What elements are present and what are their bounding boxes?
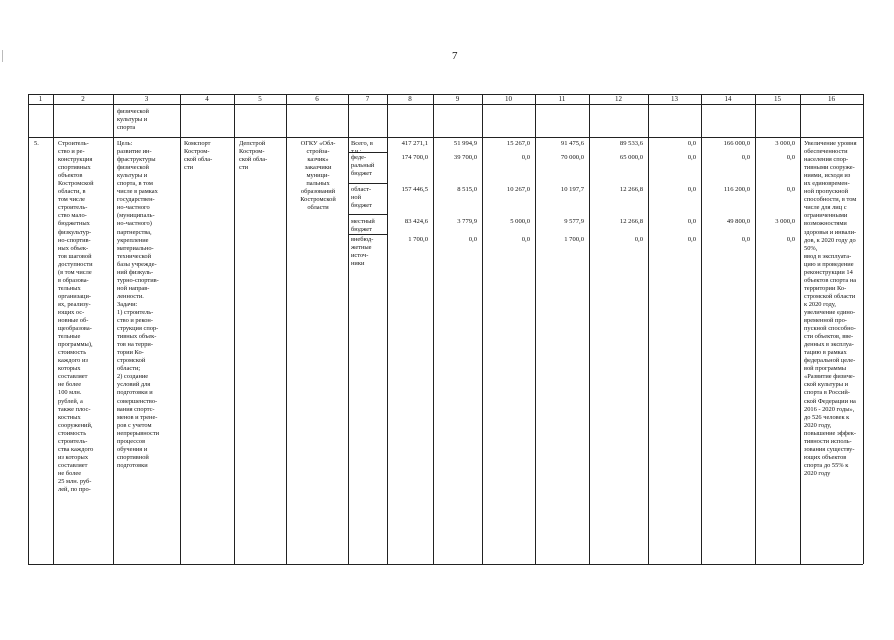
text-line: территории Ко-	[804, 284, 847, 292]
funding-value: 89 533,6	[619, 140, 643, 147]
text-line: также плос-	[58, 405, 91, 413]
text-line: ство и рекон-	[117, 317, 153, 325]
column-divider	[113, 94, 114, 564]
text-line: ввод в эксплуата-	[804, 252, 852, 260]
funding-value: 0,0	[687, 154, 696, 161]
column-divider	[286, 94, 287, 564]
funding-value: 10 197,7	[560, 186, 584, 193]
text-line: не более	[58, 381, 82, 389]
text-line: строитель-	[58, 204, 88, 212]
text-line: Всего, в	[351, 140, 373, 147]
column-header-number: 5	[258, 95, 262, 103]
text-line: строитель-	[58, 437, 88, 445]
text-line: новные об-	[58, 317, 89, 325]
text-line: каждого из	[58, 357, 88, 365]
column-divider	[234, 94, 235, 564]
text-line: здоровья и инвали-	[804, 228, 857, 236]
funding-value: 0,0	[687, 140, 696, 147]
text-line: ях, реализу-	[58, 300, 91, 308]
text-line: числе в рамках	[117, 188, 158, 196]
carry-over-cell	[117, 108, 176, 132]
text-line: ства каждого	[58, 445, 94, 453]
text-line: спортивной	[117, 453, 149, 461]
column-divider	[180, 94, 181, 564]
text-line: ской обла-	[239, 156, 268, 164]
text-line: совершенство-	[117, 397, 158, 405]
text-line: составляет	[58, 461, 88, 469]
text-line: тацию в рамках	[804, 349, 847, 357]
column-divider	[433, 94, 434, 564]
text-line: непрерывности	[117, 429, 160, 437]
text-line: федеральной целе-	[804, 357, 856, 365]
text-line: базы учрежде-	[117, 260, 157, 268]
funding-value: 12 266,8	[619, 218, 643, 225]
text-line: числе для лиц с	[804, 204, 847, 212]
text-line: тельные	[58, 333, 81, 341]
text-line: ской обла-	[184, 156, 213, 164]
text-line: из которых	[58, 453, 89, 461]
funding-value: 39 700,0	[453, 154, 477, 161]
column-divider	[387, 94, 388, 564]
column-divider	[589, 94, 590, 564]
text-line: (в том числе	[58, 268, 92, 276]
funding-value: 15 267,0	[506, 140, 530, 147]
margin-mark	[2, 50, 3, 62]
text-line: ской Федерации на	[804, 397, 856, 405]
text-line: 2) создание	[117, 373, 149, 381]
column-header-number: 1	[38, 95, 43, 103]
funding-value: 166 000,0	[723, 140, 750, 147]
text-line: доступности	[58, 260, 93, 268]
text-line: денных в эксплуа-	[804, 341, 854, 349]
text-line: ральный	[351, 162, 375, 169]
text-line: щеобразова-	[58, 325, 92, 333]
funding-source-label	[351, 154, 389, 178]
text-line: ской культуры и	[804, 381, 849, 389]
column-divider	[800, 94, 801, 564]
funding-value: 51 994,9	[453, 140, 477, 147]
text-line: том числе	[58, 196, 85, 204]
funding-source-label	[351, 186, 389, 210]
text-line: культуры и	[117, 172, 148, 180]
text-line: Костром-	[184, 148, 210, 156]
text-line: обеспеченности	[804, 148, 848, 156]
text-line: зования существу-	[804, 445, 855, 453]
text-line: их единовремен-	[804, 180, 850, 188]
text-line: образований	[300, 188, 336, 196]
co-executor-2-cell	[239, 140, 285, 172]
funding-value: 417 271,1	[401, 140, 428, 147]
text-line: 2016 - 2020 годы»,	[804, 405, 855, 413]
text-line: ОГКУ «Обл-	[300, 140, 336, 147]
text-line: (муниципаль-	[117, 212, 155, 220]
funding-row-separator	[348, 183, 387, 184]
text-line: рублей, а	[58, 397, 83, 405]
text-line: ющих объектов	[804, 453, 847, 461]
funding-value: 0,0	[687, 236, 696, 243]
funding-value: 5 000,0	[510, 218, 530, 225]
measure-name-cell	[58, 140, 110, 564]
text-line: тивных объек-	[117, 333, 157, 341]
text-line: ной	[351, 194, 362, 201]
text-line: объектов спорта на	[804, 276, 857, 284]
text-line: не более	[58, 469, 82, 477]
text-line: подготовки	[117, 461, 148, 469]
text-line: ники	[351, 260, 365, 267]
column-divider	[482, 94, 483, 564]
column-divider	[535, 94, 536, 564]
text-line: Задачи:	[117, 300, 138, 308]
funding-source-label	[351, 236, 389, 268]
text-line: «Развитие физиче-	[804, 373, 855, 381]
text-line: области	[307, 204, 329, 212]
budget-table	[28, 94, 863, 564]
text-line: тории Ко-	[117, 349, 144, 357]
text-line: увеличение едино-	[804, 308, 856, 316]
text-line: укрепление	[117, 236, 149, 244]
text-line: физической	[117, 164, 149, 172]
text-line: костных	[58, 413, 81, 421]
text-line: бюджет	[351, 202, 372, 209]
text-line: ной пропускной	[804, 188, 849, 196]
expected-result-cell	[804, 140, 859, 564]
row-number: 5.	[34, 140, 39, 147]
text-line: Цель:	[117, 140, 133, 147]
text-line: Депстрой	[239, 140, 266, 147]
text-line: муници-	[306, 172, 330, 180]
funding-row-separator	[348, 214, 387, 215]
text-line: в образова-	[58, 276, 89, 284]
text-line: но-частного	[117, 204, 150, 212]
text-line: Костром-	[239, 148, 265, 156]
column-divider	[348, 94, 349, 564]
co-executor-cell	[184, 140, 230, 172]
text-line: тов шаговой	[58, 252, 92, 260]
text-line: конструкция	[58, 156, 93, 164]
text-line: вания спортс-	[117, 405, 155, 413]
text-line: физической	[117, 108, 149, 115]
column-header-number: 7	[365, 95, 370, 103]
funding-value: 0,0	[786, 236, 795, 243]
text-line: ной направ-	[117, 284, 150, 292]
text-line: 2020 году	[804, 469, 831, 477]
funding-value: 3 000,0	[775, 140, 795, 147]
text-line: жетные	[351, 244, 372, 251]
text-line: пускной способно-	[804, 325, 856, 333]
text-line: сти	[239, 164, 249, 172]
column-divider	[53, 94, 54, 564]
text-line: физкультур-	[58, 228, 92, 236]
text-line: тельных	[58, 284, 81, 292]
text-line: реконструкции 14	[804, 268, 853, 276]
text-line: сооружений,	[58, 421, 93, 429]
column-header-number: 6	[315, 95, 319, 103]
text-line: бюджет	[351, 170, 372, 177]
funding-value: 0,0	[786, 154, 795, 161]
text-line: области;	[117, 365, 141, 373]
text-line: спорта, в том	[117, 180, 153, 188]
text-line: 2020 году,	[804, 421, 832, 429]
column-divider	[648, 94, 649, 564]
text-line: ний физкуль-	[117, 268, 154, 276]
text-line: фраструктуры	[117, 156, 156, 164]
funding-value: 0,0	[741, 236, 750, 243]
funding-value: 0,0	[687, 218, 696, 225]
text-line: Костромской	[58, 180, 94, 188]
column-divider	[755, 94, 756, 564]
text-line: технической	[117, 252, 152, 260]
text-line: сти	[184, 164, 194, 172]
funding-value: 0,0	[521, 154, 530, 161]
text-line: но-спортив-	[58, 236, 91, 244]
text-line: ных объек-	[58, 244, 89, 252]
column-header-number: 3	[144, 95, 149, 103]
text-line: казчик»	[307, 156, 329, 164]
funding-value: 116 200,0	[723, 186, 750, 193]
text-line: спорта	[117, 124, 136, 132]
text-line: стоимость	[58, 349, 87, 357]
column-divider	[28, 94, 29, 564]
text-line: местный	[351, 218, 375, 225]
table-bottom-border	[28, 564, 863, 565]
text-line: струкция спор-	[117, 325, 159, 333]
text-line: 1) строитель-	[117, 308, 154, 316]
text-line: стромской области	[804, 292, 856, 300]
column-header-number: 13	[671, 95, 678, 103]
funding-value: 91 475,6	[560, 140, 584, 147]
text-line: т.ч.:	[351, 148, 362, 155]
column-header-number: 16	[828, 95, 835, 103]
column-header-number: 15	[774, 95, 781, 103]
column-header-number: 10	[505, 95, 512, 103]
funding-row-separator	[348, 234, 387, 235]
text-line: к 2020 году,	[804, 300, 836, 308]
funding-value: 0,0	[521, 236, 530, 243]
text-line: бюджет	[351, 226, 372, 233]
text-line: обучения и	[117, 445, 148, 453]
page-number: 7	[452, 50, 458, 62]
column-divider	[701, 94, 702, 564]
text-line: бюджетных	[58, 220, 90, 228]
funding-value: 0,0	[468, 236, 477, 243]
text-line: ство мало-	[58, 212, 87, 220]
text-line: Комспорт	[184, 140, 211, 147]
text-line: возможностями	[804, 220, 847, 228]
column-divider	[863, 94, 864, 564]
text-line: программы),	[58, 341, 93, 349]
funding-value: 1 700,0	[408, 236, 428, 243]
text-line: турно-спортив-	[117, 276, 159, 284]
text-line: пальных	[306, 180, 330, 188]
text-line: населения спор-	[804, 156, 849, 164]
text-line: цию и проведение	[804, 260, 854, 268]
text-line: тивности исполь-	[804, 437, 852, 445]
text-line: развитие ин-	[117, 148, 152, 156]
text-line: способности, в том	[804, 196, 857, 204]
text-line: менов и трене-	[117, 413, 158, 421]
text-line: 100 млн.	[58, 389, 82, 397]
text-line: условий для	[117, 381, 151, 389]
column-header-number: 9	[455, 95, 460, 103]
funding-value: 1 700,0	[564, 236, 584, 243]
text-line: источ-	[351, 252, 369, 259]
funding-source-label	[351, 218, 389, 234]
executors-cell	[289, 140, 347, 212]
header-bottom-border	[28, 104, 863, 105]
text-line: заказчики	[304, 164, 332, 172]
funding-value: 70 000,0	[560, 154, 584, 161]
text-line: повышение эффек-	[804, 429, 856, 437]
text-line: ограниченными	[804, 212, 848, 220]
text-line: 25 млн. руб-	[58, 477, 92, 485]
text-line: области, в	[58, 188, 86, 196]
column-header-number: 8	[408, 95, 412, 103]
funding-value: 0,0	[687, 186, 696, 193]
text-line: стройза-	[306, 148, 330, 156]
text-line: организаци-	[58, 292, 92, 300]
column-header-number: 11	[558, 95, 566, 103]
funding-value: 174 700,0	[401, 154, 428, 161]
funding-value: 157 446,5	[401, 186, 428, 193]
funding-value: 0,0	[786, 186, 795, 193]
text-line: спорта до 55% к	[804, 461, 849, 469]
text-line: составляет	[58, 373, 88, 381]
funding-value: 3 000,0	[775, 218, 795, 225]
text-line: партнерства,	[117, 228, 152, 236]
text-line: культуры и	[117, 116, 148, 124]
column-header-number: 2	[81, 95, 85, 103]
text-line: материально-	[117, 244, 154, 252]
table-top-border	[28, 94, 863, 95]
funding-value: 0,0	[741, 154, 750, 161]
text-line: процессов	[117, 437, 146, 445]
row-separator	[28, 137, 863, 138]
text-line: объектов	[58, 172, 83, 180]
text-line: временной про-	[804, 317, 847, 325]
funding-value: 12 266,8	[619, 186, 643, 193]
funding-value: 10 267,0	[506, 186, 530, 193]
text-line: государствен-	[117, 196, 155, 204]
text-line: ленности.	[117, 292, 144, 300]
text-line: ров с учетом	[117, 421, 152, 429]
text-line: стоимость	[58, 429, 87, 437]
text-line: до 526 человек к	[804, 413, 850, 421]
text-line: Увеличение уровня	[804, 140, 857, 147]
funding-value: 49 800,0	[726, 218, 750, 225]
text-line: внебюд-	[351, 236, 374, 243]
text-line: феде-	[351, 154, 367, 161]
text-line: тов на терри-	[117, 341, 153, 349]
funding-value: 3 779,9	[457, 218, 477, 225]
text-line: лей, по про-	[58, 486, 91, 494]
goal-tasks-cell	[117, 140, 176, 564]
funding-value: 83 424,6	[404, 218, 428, 225]
text-line: област-	[351, 186, 372, 193]
text-line: стромской	[117, 357, 146, 365]
text-line: Костромской	[300, 196, 336, 204]
text-line: 50%,	[804, 244, 818, 252]
funding-value: 0,0	[634, 236, 643, 243]
funding-value: 8 515,0	[457, 186, 477, 193]
text-line: спортивных	[58, 164, 91, 172]
text-line: спорта в Россий-	[804, 389, 850, 397]
funding-value: 65 000,0	[619, 154, 643, 161]
text-line: которых	[58, 365, 81, 373]
text-line: ство и ре-	[58, 148, 85, 156]
text-line: сти объектов, вве-	[804, 333, 854, 341]
text-line: но-частного)	[117, 220, 152, 228]
text-line: подготовки и	[117, 389, 153, 397]
text-line: тивными сооруже-	[804, 164, 855, 172]
column-header-number: 14	[724, 95, 732, 103]
text-line: ющих ос-	[58, 308, 85, 316]
text-line: дов, к 2020 году до	[804, 236, 856, 244]
column-header-number: 12	[615, 95, 622, 103]
text-line: вой программы	[804, 365, 847, 373]
text-line: ниями, исходя из	[804, 172, 851, 180]
text-line: Строитель-	[58, 140, 89, 147]
funding-value: 9 577,9	[564, 218, 584, 225]
column-header-number: 4	[205, 95, 209, 103]
